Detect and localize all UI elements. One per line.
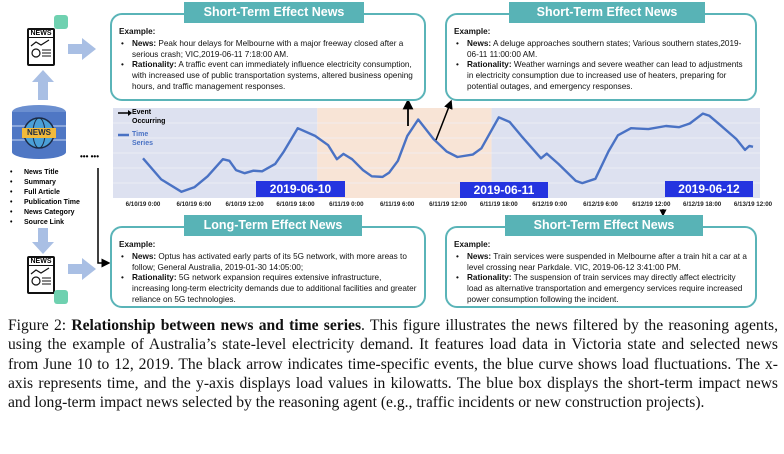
news-text: Optus has activated early parts of its 5G network, with more areas to follow; General Australia, 2019-01-30 14:05:00; (132, 251, 407, 272)
rationality-item (119, 60, 417, 92)
example-label: Example: (119, 27, 156, 36)
box-title: Short-Term Effect News (509, 2, 705, 23)
news-item (454, 252, 748, 274)
x-tick-label: 6/12/19 18:00 (683, 201, 722, 208)
field-item: • Source Link (8, 218, 80, 228)
date-label-0612: 2019-06-12 (665, 181, 753, 197)
x-tick-label: 6/10/19 0:00 (125, 201, 161, 208)
news-label: News: (467, 251, 492, 261)
news-box-top-right (445, 13, 757, 101)
date-label-0611: 2019-06-11 (460, 182, 548, 198)
caption-body: . This figure illustrates the news filtered by the reasoning agents, using the example of Australia’s state-level electricity demand. It features load data in Victoria state and selected news from June 10 to 12, 2019. The black arrow indicates time-specific events, the blue curve shows load fluctuations. The x-axis represents time, and the y-axis displays load values in kilowatts. The blue box displays the short-term impact news and long-term impact news selected by the reasoning agent (e.g., traffic incidents or new construction projects). (8, 317, 778, 412)
example-label: Example: (454, 27, 491, 36)
x-tick-label: 6/12/19 12:00 (632, 201, 671, 208)
caption-prefix: Figure 2: (8, 317, 72, 334)
news-box-bottom-left (110, 226, 426, 308)
date-label-0610: 2019-06-10 (256, 181, 345, 197)
news-text: A deluge approaches southern states; Various southern states,2019-06-11 11:00:00 AM. (467, 38, 742, 59)
x-tick-label: 6/11/19 6:00 (379, 201, 415, 208)
x-tick-label: 6/12/19 0:00 (532, 201, 568, 208)
news-box-top-left (110, 13, 426, 101)
box-title: Short-Term Effect News (505, 215, 703, 236)
example-label: Example: (119, 240, 156, 249)
legend-time-series (118, 130, 153, 148)
news-icon-label: NEWS (30, 30, 52, 37)
legend-event-text-2: Occurring (132, 118, 166, 125)
rationality-item (454, 60, 748, 92)
rationality-label: Rationality: (467, 60, 512, 70)
database-label: NEWS (27, 128, 51, 137)
event-arrow-long-term (98, 168, 106, 263)
rationality-label: Rationality: (132, 273, 177, 283)
x-tick-label: 6/11/19 18:00 (479, 201, 518, 208)
news-label: News: (132, 38, 157, 48)
news-text: Train services were suspended in Melbourne after a train hit a car at a level crossing near Parkdale. VIC, 2019-06-12 3:41:00 PM. (467, 251, 747, 272)
news-item (119, 39, 417, 61)
rationality-item (119, 273, 417, 305)
rationality-text: The suspension of train services may directly affect electricity load as alternative transportation and emergency services require increased power consumption following the incident. (467, 273, 743, 304)
news-text: Peak hour delays for Melbourne with a major freeway closed after a serious crash; VIC,2019-06-11 7:18:00 AM. (132, 38, 404, 59)
field-item: • News Category (8, 208, 80, 218)
box-title: Short-Term Effect News (184, 2, 364, 23)
news-icon-label: NEWS (30, 258, 52, 265)
figure-caption (8, 316, 778, 412)
rationality-item (454, 273, 748, 305)
example-label: Example: (454, 240, 491, 249)
field-item: • Full Article (8, 188, 80, 198)
caption-title: Relationship between news and time series (71, 317, 362, 334)
rationality-text: A traffic event can immediately influence electricity consumption, with increased use of public transportation systems, altered business opening hours, and traffic management responses. (132, 60, 413, 91)
legend-event-text-1: Event (132, 109, 152, 116)
legend-event (118, 108, 165, 126)
news-item (454, 39, 748, 61)
ellipsis: ••• ••• (80, 152, 100, 161)
news-label: News: (132, 251, 157, 261)
field-item: • News Title (8, 168, 80, 178)
x-tick-label: 6/10/19 18:00 (276, 201, 315, 208)
legend-ts-text-2: Series (132, 140, 154, 147)
field-item: • Summary (8, 178, 80, 188)
rationality-text: Weather warnings and severe weather can lead to adjustments in electricity consumption due to increased use of heaters, preparing for potential outages, and emergency responses. (467, 60, 743, 91)
rationality-label: Rationality: (467, 273, 512, 283)
x-tick-label: 6/13/19 12:00 (733, 201, 773, 208)
rationality-text: 5G network expansion requires extensive infrastructure, increasing long-term electricity demands due to additional facilities and greater reliance on 5G technologies. (132, 273, 417, 304)
x-tick-label: 6/10/19 6:00 (176, 201, 212, 208)
x-tick-label: 6/12/19 6:00 (583, 201, 618, 208)
news-box-bottom-right (445, 226, 757, 308)
x-tick-label: 6/10/19 12:00 (225, 201, 264, 208)
legend-ts-text-1: Time (132, 131, 149, 138)
rationality-label: Rationality: (132, 60, 177, 70)
box-title: Long-Term Effect News (184, 215, 362, 236)
x-tick-label: 6/11/19 0:00 (329, 201, 364, 208)
news-item (119, 252, 417, 274)
news-label: News: (467, 38, 492, 48)
x-tick-label: 6/11/19 12:00 (429, 201, 467, 208)
field-item: • Publication Time (8, 198, 80, 208)
